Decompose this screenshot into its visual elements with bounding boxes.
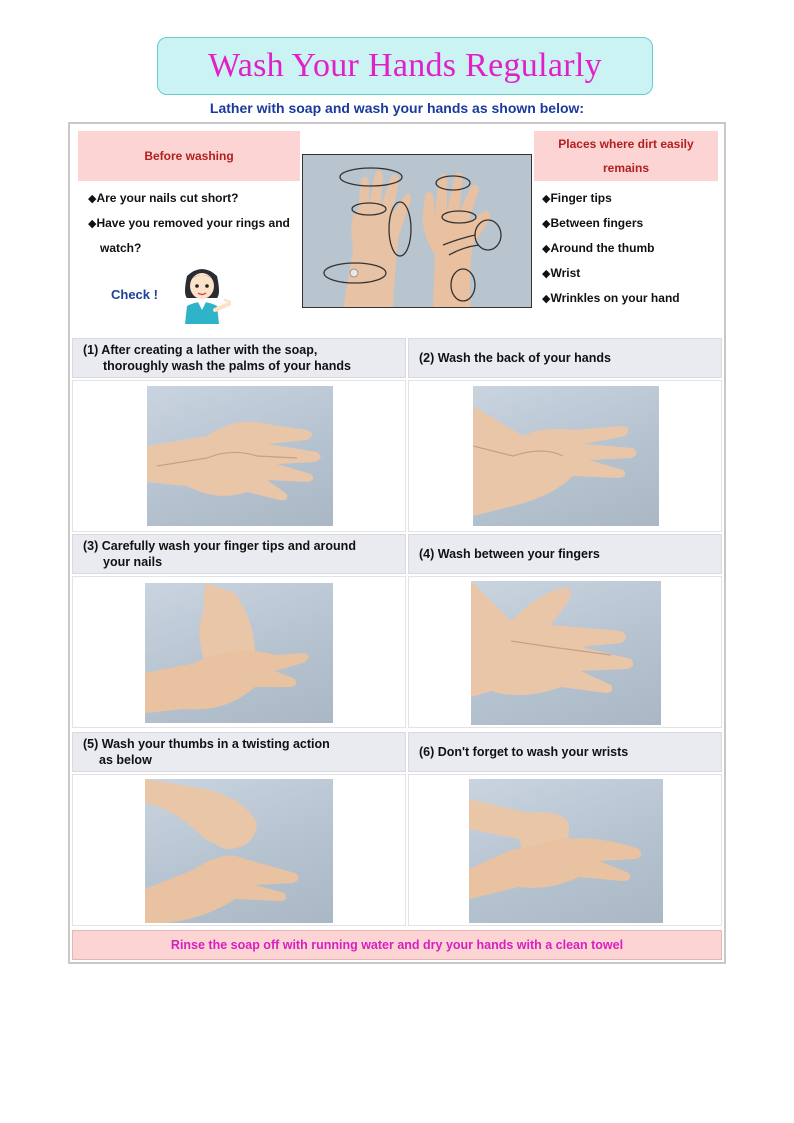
list-item: ◆ Around the thumb — [542, 236, 722, 261]
step-4-photo — [471, 581, 661, 725]
hands-dirt-areas-photo — [302, 154, 532, 308]
step-1-line2: thoroughly wash the palms of your hands — [103, 359, 351, 373]
list-item: ◆ Are your nails cut short? — [88, 186, 303, 211]
list-item: ◆ Wrist — [542, 261, 722, 286]
step-3-line1: (3) Carefully wash your finger tips and around — [83, 539, 356, 553]
step-2-heading — [408, 338, 722, 378]
step-1-photo — [147, 386, 333, 526]
step-5-photo-cell — [72, 774, 406, 926]
top-section — [70, 124, 724, 336]
step-4-line1: (4) Wash between your fingers — [419, 547, 600, 561]
cartoon-nurse-icon — [173, 264, 231, 324]
instruction-frame — [68, 122, 726, 964]
step-2-line1: (2) Wash the back of your hands — [419, 351, 611, 365]
step-1-line1: (1) After creating a lather with the soap, — [83, 343, 318, 357]
before-washing-heading: Before washing — [78, 131, 300, 181]
step-3-photo-cell — [72, 576, 406, 728]
page-subtitle: Lather with soap and wash your hands as shown below: — [209, 100, 585, 116]
list-item: ◆ Finger tips — [542, 186, 722, 211]
step-6-photo — [469, 779, 663, 923]
step-5-photo — [145, 779, 333, 923]
step-4-photo-cell — [408, 576, 722, 728]
step-3-photo — [145, 583, 333, 723]
page-title: Wash Your Hands Regularly — [208, 47, 602, 84]
step-5-line1: (5) Wash your thumbs in a twisting action — [83, 737, 330, 751]
step-1-heading — [72, 338, 406, 378]
step-6-line1: (6) Don't forget to wash your wrists — [419, 745, 629, 759]
list-item: ◆ Have you removed your rings and watch? — [88, 211, 303, 260]
list-item: ◆ Wrinkles on your hand — [542, 286, 722, 311]
step-6-heading — [408, 732, 722, 772]
title-banner — [157, 37, 653, 95]
before-washing-list — [88, 186, 303, 260]
step-6-photo-cell — [408, 774, 722, 926]
step-3-line2: your nails — [103, 555, 163, 569]
check-label: Check ! — [111, 287, 158, 302]
dirt-places-list — [542, 186, 722, 311]
step-1-photo-cell — [72, 380, 406, 532]
step-4-heading — [408, 534, 722, 574]
step-2-photo — [473, 386, 659, 526]
dirt-places-heading: Places where dirt easily remains — [534, 131, 718, 181]
step-3-heading — [72, 534, 406, 574]
step-5-line2: as below — [99, 753, 152, 767]
step-5-heading — [72, 732, 406, 772]
list-item: ◆ Between fingers — [542, 211, 722, 236]
footer-note: Rinse the soap off with running water and dry your hands with a clean towel — [72, 930, 722, 960]
step-2-photo-cell — [408, 380, 722, 532]
